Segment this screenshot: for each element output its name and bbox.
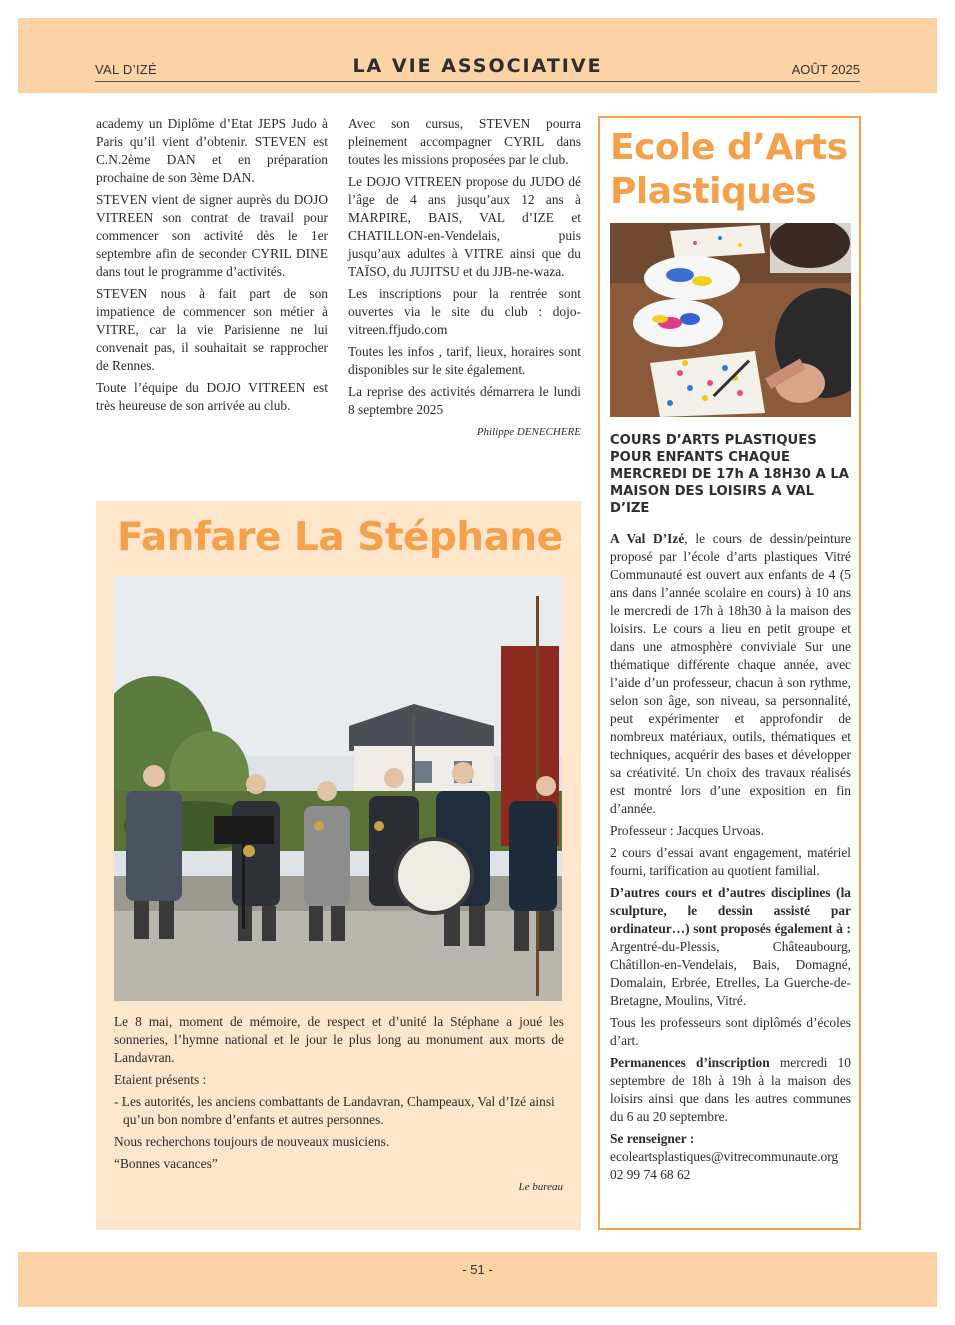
- fanfare-title: Fanfare La Stéphane: [117, 515, 563, 560]
- header-date: AOÛT 2025: [791, 62, 860, 77]
- ecole-teachers-note: Tous les professeurs sont diplômés d’écoles d’art.: [610, 1015, 851, 1048]
- ecole-contact: [610, 1130, 851, 1184]
- fanfare-signature: Le bureau: [518, 1181, 563, 1193]
- ecole-paragraph: [610, 884, 851, 1010]
- ecole-teacher: Professeur : Jacques Urvoas.: [610, 823, 764, 838]
- dojo-paragraph: STEVEN vient de signer auprès du DOJO VITREEN son contrat de travail pour commencer son activité dès le 1er septembre afin de seconder CYRIL DINE dans tout le programme d’activités.: [96, 192, 328, 279]
- fanfare-paragraph: Nous recherchons toujours de nouveaux musiciens.: [114, 1134, 390, 1149]
- ecole-phone: 02 99 74 68 62: [610, 1167, 691, 1182]
- page-number: - 51 -: [462, 1262, 493, 1277]
- dojo-paragraph: La reprise des activités démarrera le lundi 8 septembre 2025: [348, 384, 581, 417]
- header-band: [18, 18, 937, 93]
- ecole-registration: mercredi 10 septembre de 18h à 19h à la maison des loisirs ainsi que dans les autres communes du 6 au 20 septembre.: [610, 1055, 851, 1124]
- fanfare-panel: [96, 501, 581, 1230]
- ecole-registration-label: Permanences d’inscription: [610, 1055, 770, 1070]
- ecole-text: [610, 530, 851, 1188]
- dojo-paragraph: Toutes les infos , tarif, lieux, horaires sont disponibles sur le site également.: [348, 344, 581, 377]
- dojo-paragraph: Le DOJO VITREEN propose du JUDO dé l’âge de 4 ans jusqu’aux 12 ans à MARPIRE, BAIS, VAL d’IZE et CHATILLON-en-Vendelais, puis jusqu’aux adultes à VITRE ainsi que du TAÏSO, du JUJITSU et du JJB-ne-waza.: [348, 174, 581, 279]
- fanfare-paragraph: Le 8 mai, moment de mémoire, de respect et d’unité la Stéphane a joué les sonneries, l’hymne national et le jour le plus long au monument aux morts de Landavran.: [114, 1014, 564, 1065]
- ecole-photo: [610, 223, 851, 417]
- dojo-paragraph: STEVEN nous à fait part de son impatience de commencer son métier à VITRE, car la vie Parisienne ne lui convenait pas, il souhaitait se rapprocher de Rennes.: [96, 286, 328, 373]
- fanfare-paragraph: “Bonnes vacances”: [114, 1156, 218, 1171]
- ecole-paragraph: [610, 530, 851, 818]
- ecole-contact-label: Se renseigner :: [610, 1131, 695, 1146]
- ecole-subheading: COURS D’ARTS PLASTIQUES POUR ENFANTS CHAQUE MERCREDI DE 17h A 18H30 A LA MAISON DES LOISIRS A VAL D’IZE: [610, 433, 849, 516]
- dojo-paragraph: Avec son cursus, STEVEN pourra pleinement accompagner CYRIL dans toutes les missions proposées par le club.: [348, 116, 581, 167]
- ecole-towns: Argentré-du-Plessis, Châteaubourg, Châtillon-en-Vendelais, Bais, Domagné, Domalain, Erbrée, Etrelles, La Guerche-de-Bretagne, Moulins, Vitré.: [610, 939, 851, 1008]
- section-title: LA VIE ASSOCIATIVE: [352, 55, 603, 77]
- ecole-email[interactable]: ecoleartsplastiques@vitrecommunaute.org: [610, 1149, 839, 1164]
- dojo-column-2: [348, 115, 581, 441]
- ecole-other-courses: D’autres cours et d’autres disciplines (la sculpture, le dessin assisté par ordinateur…) sont proposés également à :: [610, 885, 851, 936]
- ecole-panel: [598, 116, 861, 1230]
- fanfare-text: [114, 1013, 564, 1177]
- ecole-title-line2: Plastiques: [610, 171, 817, 212]
- fanfare-paragraph: Etaient présents :: [114, 1072, 207, 1087]
- header-rule: [95, 81, 860, 82]
- ecole-paragraph: [610, 1054, 851, 1126]
- ecole-title: [610, 126, 848, 214]
- header-location: VAL D’IZÉ: [95, 62, 157, 77]
- ecole-trial: 2 cours d’essai avant engagement, matériel fourni, tarification au quotient familial.: [610, 845, 851, 878]
- dojo-signature: Philippe DENECHERE: [476, 426, 581, 438]
- fanfare-bullet: - Les autorités, les anciens combattants de Landavran, Champeaux, Val d’Izé ainsi qu’un bon nombre d’enfants et autres personnes.: [114, 1094, 555, 1127]
- ecole-description: , le cours de dessin/peinture proposé par l’école d’arts plastiques Vitré Communauté est ouvert aux enfants de 4 (5 ans dans l’année scolaire en cours) à 10 ans le mercredi de 17h à 18h30 à la maison des loisirs. Le cours a lieu en petit groupe et dans une atmosphère conviviale Sur une thématique différente chaque année, avec l’aide d’un professeur, chacun à son rythme, selon son âge, son niveau, sa personnalité, peut expérimenter et approfondir de nombreux matériaux, outils, thématiques et techniques, acquérir des bases et développer sa créativité. Un choix des travaux réalisés est montré lors d’une exposition en fin d’année.: [610, 531, 852, 816]
- dojo-column-1: [96, 115, 328, 419]
- ecole-title-line1: Ecole d’Arts: [610, 127, 848, 168]
- fanfare-photo: [114, 576, 562, 1001]
- dojo-paragraph: Toute l’équipe du DOJO VITREEN est très heureuse de son arrivée au club.: [96, 380, 328, 413]
- ecole-place: A Val D’Izé: [610, 531, 685, 546]
- dojo-paragraph: academy un Diplôme d’Etat JEPS Judo à Paris qu’il vient d’obtenir. STEVEN est C.N.2ème DAN et en préparation prochaine de son 3ème DAN.: [96, 116, 328, 185]
- footer-band: [18, 1252, 937, 1307]
- dojo-paragraph: Les inscriptions pour la rentrée sont ouvertes via le site du club : dojo-vitreen.ffjudo.com: [348, 286, 581, 337]
